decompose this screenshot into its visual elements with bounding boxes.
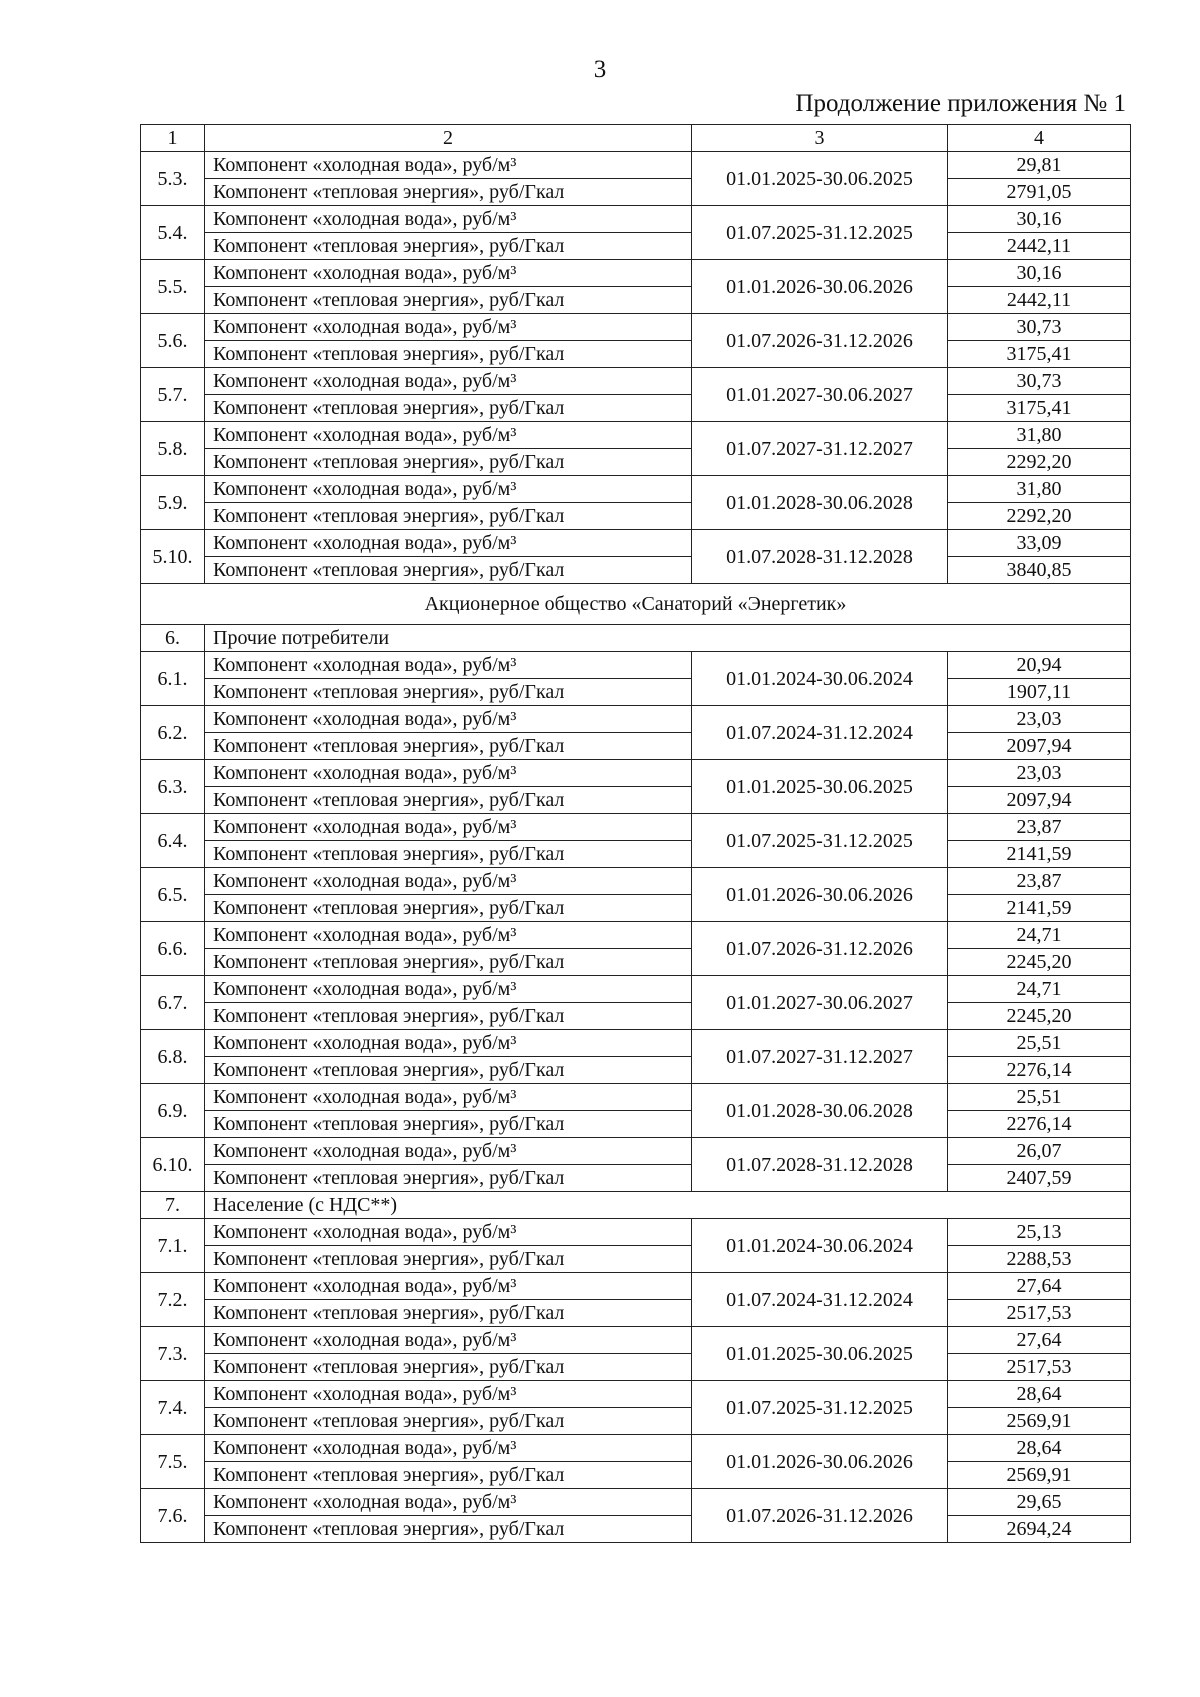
component-heat-label: Компонент «тепловая энергия», руб/Гкал: [205, 1300, 692, 1327]
item-number: 7.1.: [141, 1219, 205, 1273]
table-row-water: [141, 152, 1131, 179]
water-tariff-value: 27,64: [948, 1273, 1131, 1300]
period-dates: 01.07.2026-31.12.2026: [692, 1489, 948, 1543]
item-number: 7.2.: [141, 1273, 205, 1327]
table-row-water: [141, 1381, 1131, 1408]
period-dates: 01.07.2027-31.12.2027: [692, 422, 948, 476]
water-tariff-value: 30,73: [948, 368, 1131, 395]
table-row-water: [141, 476, 1131, 503]
period-dates: 01.01.2026-30.06.2026: [692, 260, 948, 314]
table-row-water: [141, 260, 1131, 287]
component-water-label: Компонент «холодная вода», руб/м³: [205, 1489, 692, 1516]
component-water-label: Компонент «холодная вода», руб/м³: [205, 1138, 692, 1165]
heat-tariff-value: 2442,11: [948, 233, 1131, 260]
component-heat-label: Компонент «тепловая энергия», руб/Гкал: [205, 841, 692, 868]
item-number: 6.7.: [141, 976, 205, 1030]
heat-tariff-value: 2694,24: [948, 1516, 1131, 1543]
period-dates: 01.01.2025-30.06.2025: [692, 152, 948, 206]
component-heat-label: Компонент «тепловая энергия», руб/Гкал: [205, 1354, 692, 1381]
item-number: 6.9.: [141, 1084, 205, 1138]
component-heat-label: Компонент «тепловая энергия», руб/Гкал: [205, 787, 692, 814]
water-tariff-value: 23,03: [948, 760, 1131, 787]
column-header-1: 1: [141, 125, 205, 152]
item-number: 6.3.: [141, 760, 205, 814]
component-heat-label: Компонент «тепловая энергия», руб/Гкал: [205, 503, 692, 530]
table-row-heat: [141, 1057, 1131, 1084]
component-water-label: Компонент «холодная вода», руб/м³: [205, 1084, 692, 1111]
component-heat-label: Компонент «тепловая энергия», руб/Гкал: [205, 1246, 692, 1273]
water-tariff-value: 30,16: [948, 206, 1131, 233]
component-water-label: Компонент «холодная вода», руб/м³: [205, 760, 692, 787]
heat-tariff-value: 2517,53: [948, 1354, 1131, 1381]
heat-tariff-value: 2569,91: [948, 1462, 1131, 1489]
period-dates: 01.07.2026-31.12.2026: [692, 314, 948, 368]
column-header-4: 4: [948, 125, 1131, 152]
component-water-label: Компонент «холодная вода», руб/м³: [205, 652, 692, 679]
table-row-water: [141, 368, 1131, 395]
table-row-heat: [141, 341, 1131, 368]
item-number: 7.5.: [141, 1435, 205, 1489]
period-dates: 01.01.2025-30.06.2025: [692, 1327, 948, 1381]
item-number: 5.10.: [141, 530, 205, 584]
tariff-table: [140, 124, 1131, 1543]
component-heat-label: Компонент «тепловая энергия», руб/Гкал: [205, 1462, 692, 1489]
table-row-water: [141, 1489, 1131, 1516]
heat-tariff-value: 2097,94: [948, 733, 1131, 760]
water-tariff-value: 23,87: [948, 814, 1131, 841]
component-water-label: Компонент «холодная вода», руб/м³: [205, 206, 692, 233]
component-heat-label: Компонент «тепловая энергия», руб/Гкал: [205, 949, 692, 976]
period-dates: 01.07.2028-31.12.2028: [692, 530, 948, 584]
period-dates: 01.01.2028-30.06.2028: [692, 1084, 948, 1138]
group-number: 7.: [141, 1192, 205, 1219]
component-heat-label: Компонент «тепловая энергия», руб/Гкал: [205, 179, 692, 206]
water-tariff-value: 25,13: [948, 1219, 1131, 1246]
table-row-heat: [141, 895, 1131, 922]
period-dates: 01.01.2026-30.06.2026: [692, 868, 948, 922]
component-water-label: Компонент «холодная вода», руб/м³: [205, 368, 692, 395]
table-row-heat: [141, 179, 1131, 206]
heat-tariff-value: 2569,91: [948, 1408, 1131, 1435]
group-label: Прочие потребители: [205, 625, 1131, 652]
period-dates: 01.01.2025-30.06.2025: [692, 760, 948, 814]
table-row-water: [141, 1327, 1131, 1354]
component-water-label: Компонент «холодная вода», руб/м³: [205, 314, 692, 341]
period-dates: 01.07.2024-31.12.2024: [692, 1273, 948, 1327]
component-heat-label: Компонент «тепловая энергия», руб/Гкал: [205, 1003, 692, 1030]
water-tariff-value: 30,16: [948, 260, 1131, 287]
item-number: 5.6.: [141, 314, 205, 368]
appendix-continuation-title: Продолжение приложения № 1: [795, 90, 1126, 117]
component-water-label: Компонент «холодная вода», руб/м³: [205, 476, 692, 503]
heat-tariff-value: 2442,11: [948, 287, 1131, 314]
component-heat-label: Компонент «тепловая энергия», руб/Гкал: [205, 1165, 692, 1192]
water-tariff-value: 29,65: [948, 1489, 1131, 1516]
table-row-water: [141, 1084, 1131, 1111]
heat-tariff-value: 2245,20: [948, 949, 1131, 976]
item-number: 6.2.: [141, 706, 205, 760]
table-row-water: [141, 314, 1131, 341]
component-water-label: Компонент «холодная вода», руб/м³: [205, 1435, 692, 1462]
item-number: 5.7.: [141, 368, 205, 422]
component-heat-label: Компонент «тепловая энергия», руб/Гкал: [205, 1111, 692, 1138]
period-dates: 01.01.2027-30.06.2027: [692, 368, 948, 422]
component-water-label: Компонент «холодная вода», руб/м³: [205, 706, 692, 733]
component-water-label: Компонент «холодная вода», руб/м³: [205, 1219, 692, 1246]
item-number: 6.5.: [141, 868, 205, 922]
heat-tariff-value: 2292,20: [948, 503, 1131, 530]
period-dates: 01.01.2028-30.06.2028: [692, 476, 948, 530]
table-row-heat: [141, 557, 1131, 584]
table-row-heat: [141, 1516, 1131, 1543]
item-number: 7.4.: [141, 1381, 205, 1435]
water-tariff-value: 23,87: [948, 868, 1131, 895]
table-row-water: [141, 1273, 1131, 1300]
table-row-water: [141, 422, 1131, 449]
group-row: [141, 625, 1131, 652]
item-number: 6.6.: [141, 922, 205, 976]
period-dates: 01.07.2028-31.12.2028: [692, 1138, 948, 1192]
organization-name: Акционерное общество «Санаторий «Энергетик»: [141, 584, 1131, 625]
table-row-heat: [141, 449, 1131, 476]
item-number: 5.4.: [141, 206, 205, 260]
heat-tariff-value: 2292,20: [948, 449, 1131, 476]
group-number: 6.: [141, 625, 205, 652]
heat-tariff-value: 2097,94: [948, 787, 1131, 814]
water-tariff-value: 29,81: [948, 152, 1131, 179]
table-row-water: [141, 652, 1131, 679]
item-number: 6.4.: [141, 814, 205, 868]
table-row-heat: [141, 1003, 1131, 1030]
table-row-water: [141, 868, 1131, 895]
water-tariff-value: 20,94: [948, 652, 1131, 679]
period-dates: 01.07.2025-31.12.2025: [692, 814, 948, 868]
table-row-heat: [141, 787, 1131, 814]
table-row-heat: [141, 679, 1131, 706]
item-number: 7.3.: [141, 1327, 205, 1381]
water-tariff-value: 26,07: [948, 1138, 1131, 1165]
water-tariff-value: 33,09: [948, 530, 1131, 557]
heat-tariff-value: 2276,14: [948, 1057, 1131, 1084]
water-tariff-value: 25,51: [948, 1084, 1131, 1111]
table-row-heat: [141, 1165, 1131, 1192]
group-label: Население (с НДС**): [205, 1192, 1131, 1219]
table-row-water: [141, 814, 1131, 841]
heat-tariff-value: 2288,53: [948, 1246, 1131, 1273]
water-tariff-value: 30,73: [948, 314, 1131, 341]
table-row-water: [141, 1030, 1131, 1057]
page-number: 3: [593, 56, 607, 83]
table-row-water: [141, 1138, 1131, 1165]
table-row-heat: [141, 1246, 1131, 1273]
heat-tariff-value: 3175,41: [948, 395, 1131, 422]
component-water-label: Компонент «холодная вода», руб/м³: [205, 260, 692, 287]
heat-tariff-value: 3175,41: [948, 341, 1131, 368]
table-row-heat: [141, 287, 1131, 314]
item-number: 6.8.: [141, 1030, 205, 1084]
component-water-label: Компонент «холодная вода», руб/м³: [205, 1381, 692, 1408]
table-row-heat: [141, 503, 1131, 530]
table-row-heat: [141, 949, 1131, 976]
component-water-label: Компонент «холодная вода», руб/м³: [205, 1273, 692, 1300]
item-number: 7.6.: [141, 1489, 205, 1543]
period-dates: 01.07.2025-31.12.2025: [692, 1381, 948, 1435]
table-row-water: [141, 976, 1131, 1003]
heat-tariff-value: 2245,20: [948, 1003, 1131, 1030]
component-heat-label: Компонент «тепловая энергия», руб/Гкал: [205, 679, 692, 706]
table-row-water: [141, 1219, 1131, 1246]
table-row-heat: [141, 1462, 1131, 1489]
component-heat-label: Компонент «тепловая энергия», руб/Гкал: [205, 341, 692, 368]
water-tariff-value: 28,64: [948, 1381, 1131, 1408]
column-header-3: 3: [692, 125, 948, 152]
component-water-label: Компонент «холодная вода», руб/м³: [205, 1327, 692, 1354]
component-water-label: Компонент «холодная вода», руб/м³: [205, 922, 692, 949]
water-tariff-value: 31,80: [948, 476, 1131, 503]
period-dates: 01.07.2025-31.12.2025: [692, 206, 948, 260]
component-heat-label: Компонент «тепловая энергия», руб/Гкал: [205, 557, 692, 584]
component-heat-label: Компонент «тепловая энергия», руб/Гкал: [205, 287, 692, 314]
heat-tariff-value: 2141,59: [948, 841, 1131, 868]
component-heat-label: Компонент «тепловая энергия», руб/Гкал: [205, 1057, 692, 1084]
item-number: 5.5.: [141, 260, 205, 314]
component-water-label: Компонент «холодная вода», руб/м³: [205, 814, 692, 841]
water-tariff-value: 24,71: [948, 922, 1131, 949]
water-tariff-value: 27,64: [948, 1327, 1131, 1354]
water-tariff-value: 23,03: [948, 706, 1131, 733]
water-tariff-value: 28,64: [948, 1435, 1131, 1462]
table-row-water: [141, 530, 1131, 557]
component-heat-label: Компонент «тепловая энергия», руб/Гкал: [205, 733, 692, 760]
component-heat-label: Компонент «тепловая энергия», руб/Гкал: [205, 449, 692, 476]
water-tariff-value: 25,51: [948, 1030, 1131, 1057]
group-row: [141, 1192, 1131, 1219]
component-heat-label: Компонент «тепловая энергия», руб/Гкал: [205, 233, 692, 260]
period-dates: 01.07.2027-31.12.2027: [692, 1030, 948, 1084]
heat-tariff-value: 3840,85: [948, 557, 1131, 584]
component-heat-label: Компонент «тепловая энергия», руб/Гкал: [205, 395, 692, 422]
period-dates: 01.01.2024-30.06.2024: [692, 652, 948, 706]
heat-tariff-value: 2407,59: [948, 1165, 1131, 1192]
table-row-heat: [141, 841, 1131, 868]
item-number: 5.8.: [141, 422, 205, 476]
component-water-label: Компонент «холодная вода», руб/м³: [205, 868, 692, 895]
table-row-water: [141, 206, 1131, 233]
period-dates: 01.07.2024-31.12.2024: [692, 706, 948, 760]
heat-tariff-value: 2141,59: [948, 895, 1131, 922]
table-row-heat: [141, 1354, 1131, 1381]
component-water-label: Компонент «холодная вода», руб/м³: [205, 422, 692, 449]
period-dates: 01.01.2027-30.06.2027: [692, 976, 948, 1030]
component-heat-label: Компонент «тепловая энергия», руб/Гкал: [205, 1516, 692, 1543]
table-row-water: [141, 1435, 1131, 1462]
tariff-table-body: [141, 125, 1131, 1543]
item-number: 5.3.: [141, 152, 205, 206]
table-row-heat: [141, 733, 1131, 760]
component-water-label: Компонент «холодная вода», руб/м³: [205, 976, 692, 1003]
table-row-water: [141, 706, 1131, 733]
table-row-heat: [141, 1408, 1131, 1435]
table-row-heat: [141, 1111, 1131, 1138]
component-heat-label: Компонент «тепловая энергия», руб/Гкал: [205, 1408, 692, 1435]
table-row-heat: [141, 1300, 1131, 1327]
table-row-water: [141, 922, 1131, 949]
component-water-label: Компонент «холодная вода», руб/м³: [205, 152, 692, 179]
period-dates: 01.01.2024-30.06.2024: [692, 1219, 948, 1273]
item-number: 6.1.: [141, 652, 205, 706]
heat-tariff-value: 2791,05: [948, 179, 1131, 206]
table-row-water: [141, 760, 1131, 787]
component-water-label: Компонент «холодная вода», руб/м³: [205, 1030, 692, 1057]
item-number: 6.10.: [141, 1138, 205, 1192]
table-row-heat: [141, 233, 1131, 260]
heat-tariff-value: 2276,14: [948, 1111, 1131, 1138]
water-tariff-value: 31,80: [948, 422, 1131, 449]
heat-tariff-value: 1907,11: [948, 679, 1131, 706]
item-number: 5.9.: [141, 476, 205, 530]
period-dates: 01.07.2026-31.12.2026: [692, 922, 948, 976]
organization-row: [141, 584, 1131, 625]
column-header-2: 2: [205, 125, 692, 152]
component-heat-label: Компонент «тепловая энергия», руб/Гкал: [205, 895, 692, 922]
water-tariff-value: 24,71: [948, 976, 1131, 1003]
heat-tariff-value: 2517,53: [948, 1300, 1131, 1327]
table-row-heat: [141, 395, 1131, 422]
table-header-row: [141, 125, 1131, 152]
period-dates: 01.01.2026-30.06.2026: [692, 1435, 948, 1489]
component-water-label: Компонент «холодная вода», руб/м³: [205, 530, 692, 557]
